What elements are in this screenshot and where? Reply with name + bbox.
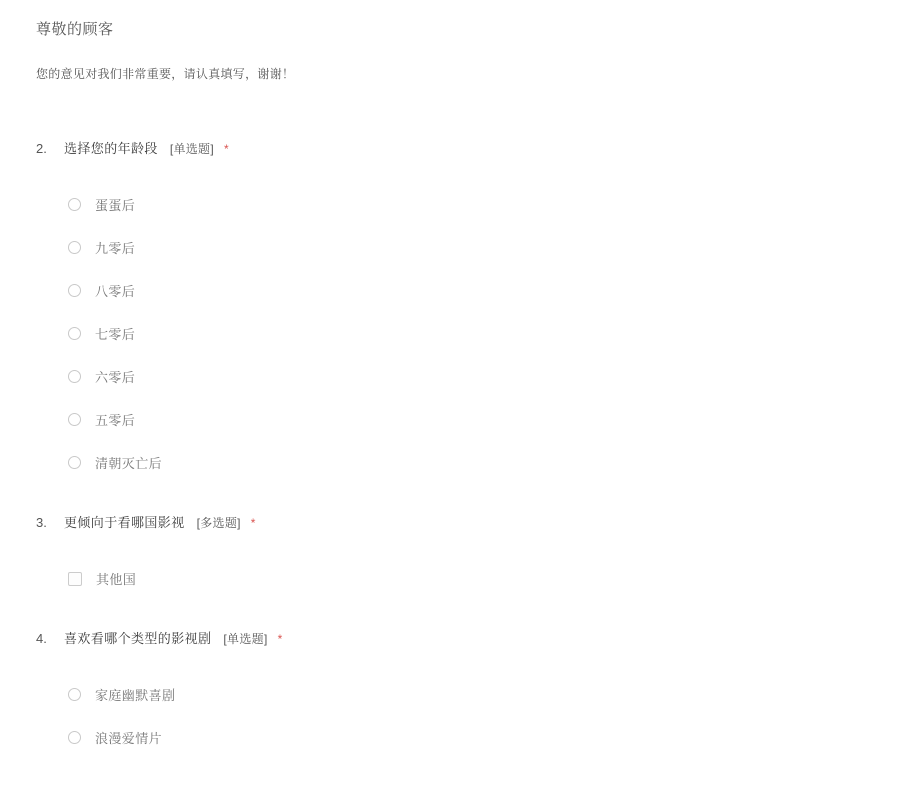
question-title: 喜欢看哪个类型的影视剧 [64,631,212,646]
option-label: 八零后 [95,284,136,299]
option-label: 六零后 [95,370,136,385]
question-index: 3. [36,515,47,530]
list-item[interactable] [68,312,900,355]
option-label: 七零后 [95,327,136,342]
option-list [36,673,900,759]
option-label: 家庭幽默喜剧 [95,688,176,703]
radio-icon[interactable] [68,688,81,701]
spacer [0,82,900,138]
question-index: 2. [36,141,47,156]
option-label: 九零后 [95,241,136,256]
list-item[interactable] [68,355,900,398]
radio-icon[interactable] [68,284,81,297]
question-block-genre [0,628,900,759]
radio-icon[interactable] [68,198,81,211]
question-type: [单选题] [169,142,214,156]
question-index: 4. [36,631,47,646]
list-item[interactable] [68,716,900,759]
question-title: 更倾向于看哪国影视 [64,515,185,530]
page-subtitle: 您的意见对我们非常重要，请认真填写，谢谢！ [36,67,295,81]
radio-icon[interactable] [68,731,81,744]
list-item[interactable] [68,673,900,716]
list-item[interactable] [68,226,900,269]
radio-icon[interactable] [68,456,81,469]
required-marker: * [250,516,256,530]
question-header [36,138,900,157]
checkbox-icon[interactable] [68,572,82,586]
option-label: 五零后 [95,413,136,428]
list-item[interactable] [68,398,900,441]
option-list [36,557,900,600]
required-marker: * [277,632,283,646]
question-header [36,512,900,531]
option-label: 其他国 [96,572,137,587]
spacer [0,600,900,628]
question-header [36,628,900,647]
question-title: 选择您的年龄段 [64,141,158,156]
required-marker: * [223,142,229,156]
page-title: 尊敬的顾客 [36,21,114,38]
list-item[interactable] [68,269,900,312]
radio-icon[interactable] [68,413,81,426]
option-label: 蛋蛋后 [95,198,136,213]
spacer [0,484,900,512]
list-item[interactable] [68,183,900,226]
question-block-country [0,512,900,600]
option-label: 浪漫爱情片 [95,731,163,746]
question-type: [多选题] [196,516,241,530]
list-item[interactable] [68,557,900,600]
list-item[interactable] [68,441,900,484]
question-block-age [0,138,900,484]
radio-icon[interactable] [68,370,81,383]
radio-icon[interactable] [68,241,81,254]
option-label: 清朝灭亡后 [95,456,163,471]
question-type: [单选题] [223,632,268,646]
option-list [36,183,900,484]
radio-icon[interactable] [68,327,81,340]
